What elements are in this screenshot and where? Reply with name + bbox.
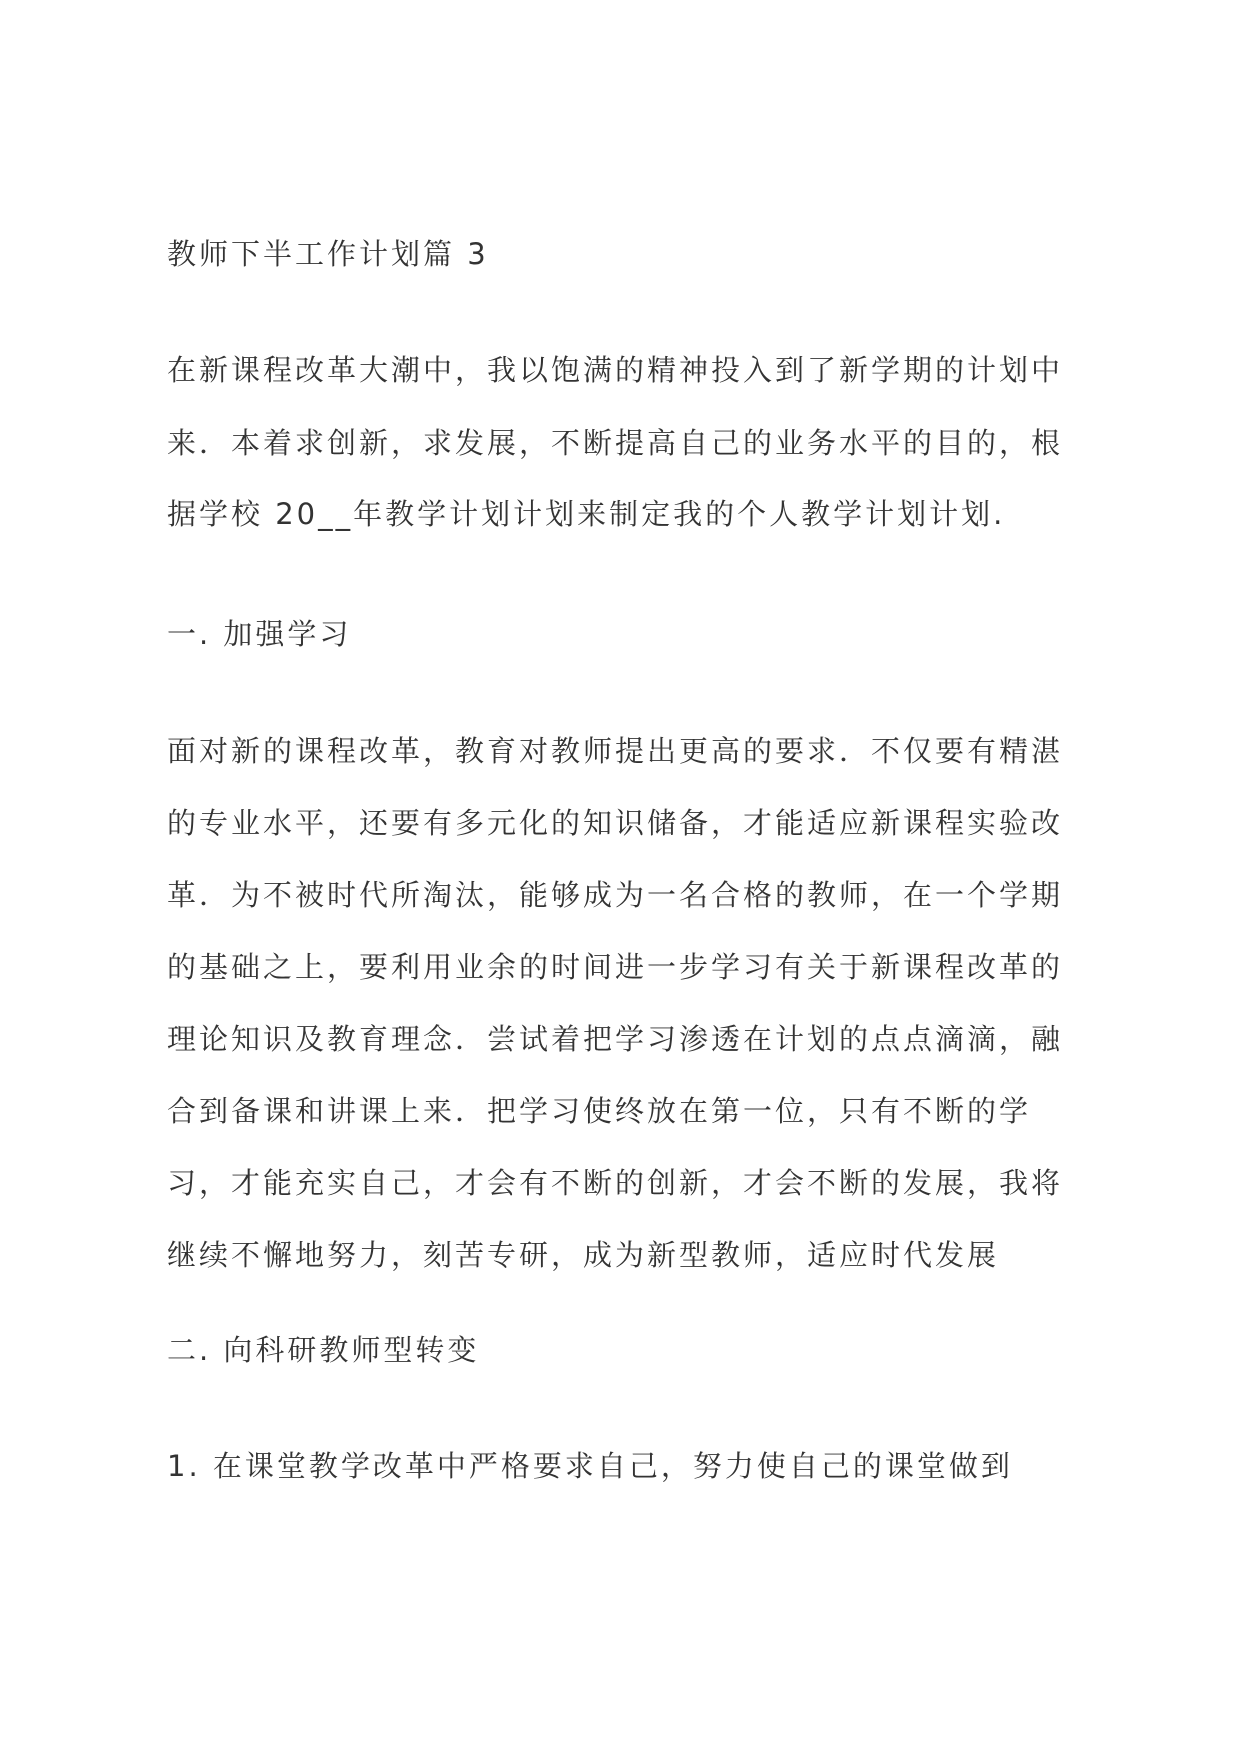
section1-line-1: 面对新的课程改革，教育对教师提出更高的要求．不仅要有精湛 (167, 734, 1064, 768)
section2-item-1: 1. 在课堂教学改革中严格要求自己，努力使自己的课堂做到 (167, 1449, 1013, 1483)
intro-line-3: 据学校 20__年教学计划计划来制定我的个人教学计划计划. (167, 497, 1006, 531)
section1-line-8: 继续不懈地努力，刻苦专研，成为新型教师，适应时代发展 (167, 1238, 1000, 1272)
document-title: 教师下半工作计划篇 3 (167, 237, 489, 271)
section1-line-7: 习，才能充实自己，才会有不断的创新，才会不断的发展，我将 (167, 1166, 1064, 1200)
section1-line-3: 革．为不被时代所淘汰，能够成为一名合格的教师，在一个学期 (167, 878, 1064, 912)
section1-heading: 一. 加强学习 (167, 617, 352, 651)
section1-line-2: 的专业水平，还要有多元化的知识储备，才能适应新课程实验改 (167, 806, 1064, 840)
section2-heading: 二. 向科研教师型转变 (167, 1333, 480, 1367)
section1-line-6: 合到备课和讲课上来．把学习使终放在第一位，只有不断的学 (167, 1094, 1032, 1128)
intro-line-1: 在新课程改革大潮中，我以饱满的精神投入到了新学期的计划中 (167, 353, 1064, 387)
intro-line-2: 来．本着求创新，求发展，不断提高自己的业务水平的目的，根 (167, 426, 1064, 460)
section1-line-4: 的基础之上，要利用业余的时间进一步学习有关于新课程改革的 (167, 950, 1064, 984)
section1-line-5: 理论知识及教育理念．尝试着把学习渗透在计划的点点滴滴，融 (167, 1022, 1064, 1056)
